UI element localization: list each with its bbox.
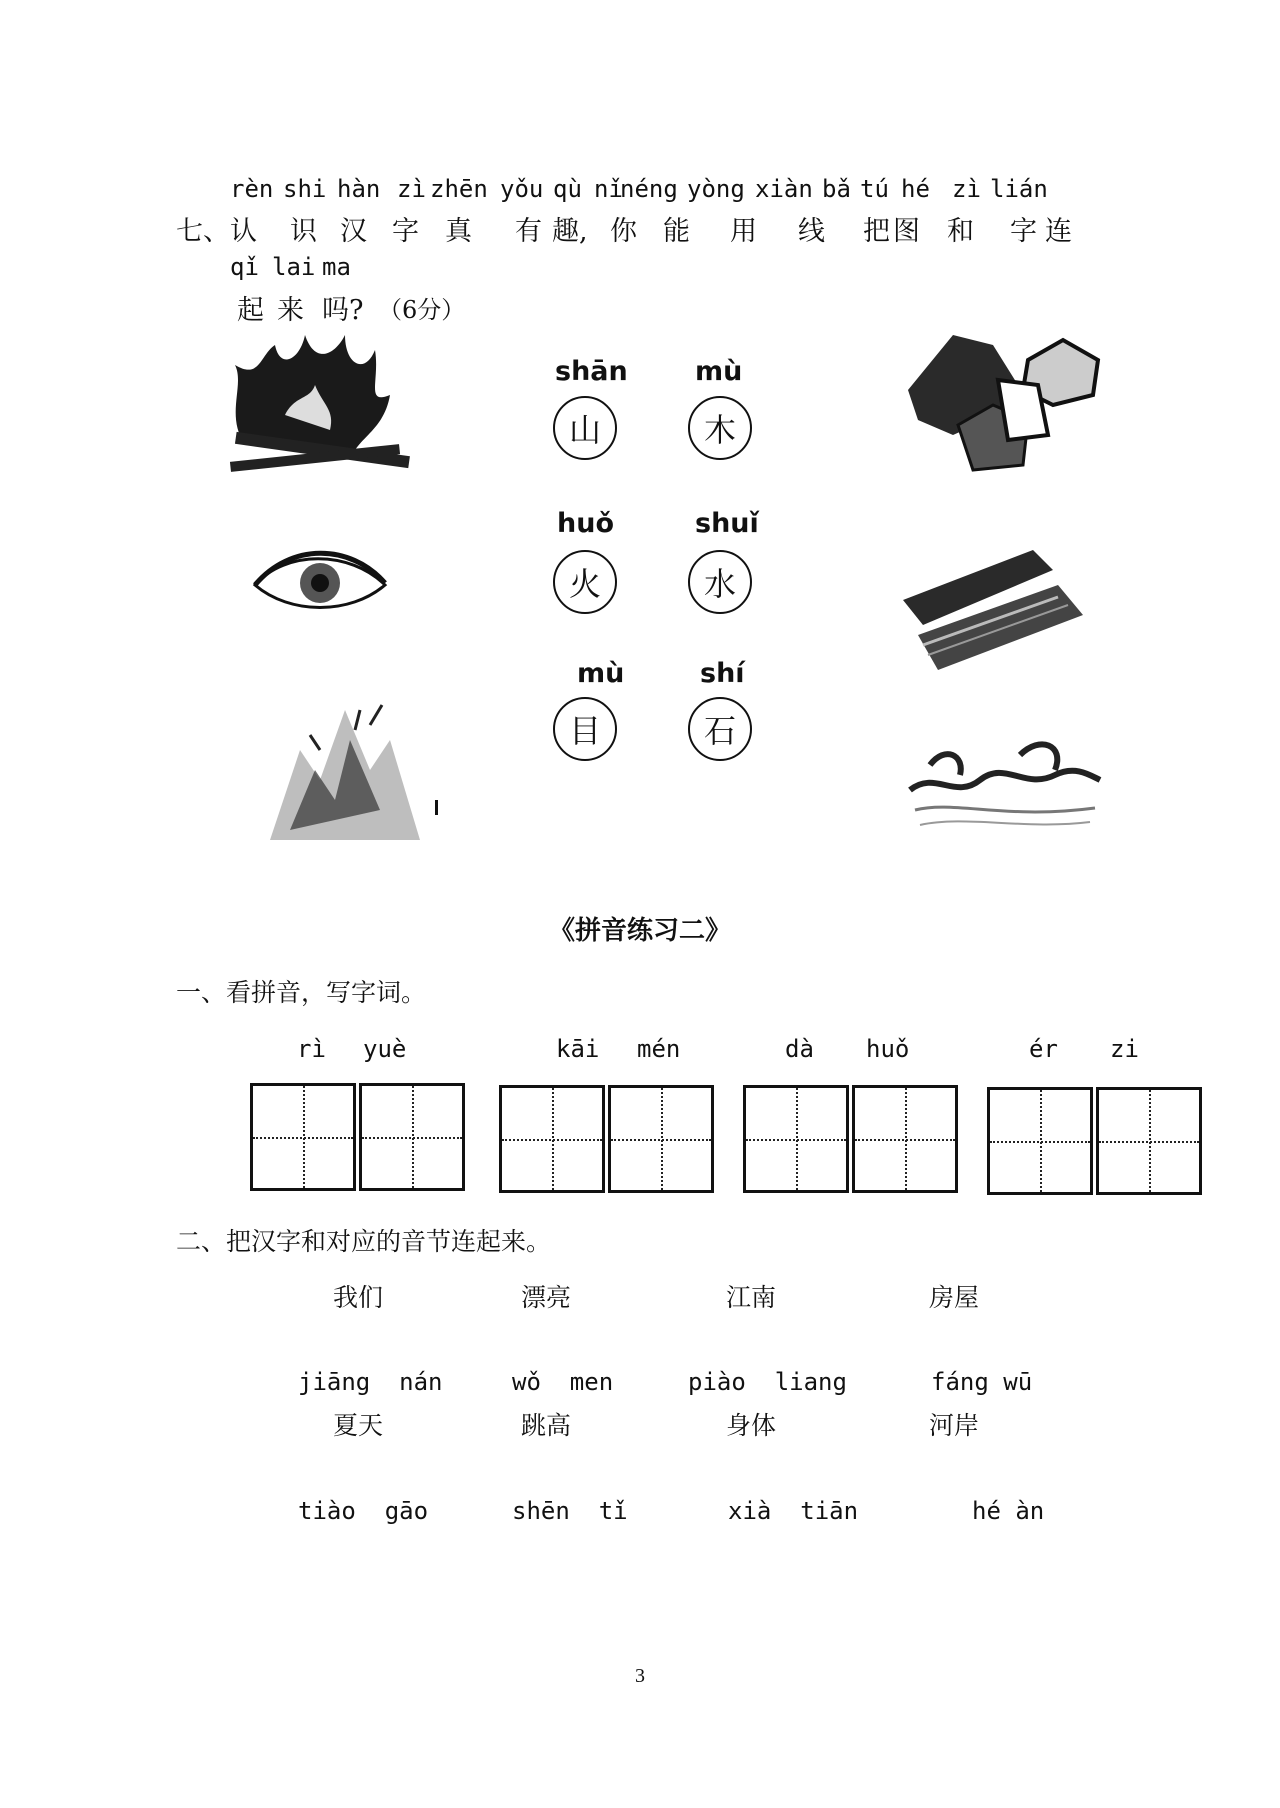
section-number: 七、 [176,216,230,247]
pinyin-label: mù [695,356,743,387]
hanzi: 汉 [340,216,367,247]
writing-box[interactable] [250,1083,356,1191]
word[interactable]: 河岸 [929,1411,980,1440]
pinyin: dà [785,1035,814,1063]
word[interactable]: 我们 [333,1283,384,1312]
writing-box[interactable] [359,1083,465,1191]
word[interactable]: 江南 [726,1283,777,1312]
character: 木 [703,411,736,449]
hanzi: 认 [230,216,257,247]
syllable[interactable]: xià tiān [728,1497,859,1525]
hanzi: 来 [277,295,304,326]
pinyin: yuè [363,1035,407,1063]
word[interactable]: 夏天 [333,1411,384,1440]
hanzi: 字 [1010,216,1037,247]
pinyin: néng [620,175,678,203]
word[interactable]: 漂亮 [521,1283,572,1312]
hanzi: 真 [445,216,472,247]
pinyin: lai [272,253,316,281]
pinyin: rì [297,1035,326,1063]
pinyin-label: shí [700,658,745,689]
syllable[interactable]: fáng wū [931,1368,1033,1396]
hanzi: 趣, [552,216,588,247]
pinyin: hé [901,175,930,203]
syllable[interactable]: hé àn [972,1497,1045,1525]
character: 火 [568,565,601,603]
writing-box[interactable] [743,1085,849,1193]
pinyin: yòng [687,175,745,203]
page-number: 3 [635,1665,645,1687]
hanzi: 把 [863,216,890,247]
hanzi: 有 [515,216,542,247]
pinyin: ma [322,253,351,281]
character-circle[interactable] [688,550,752,614]
hanzi: 线 [798,216,825,247]
pinyin: qǐ [230,253,259,281]
hanzi: 识 [290,216,317,247]
pinyin: huǒ [866,1035,910,1063]
hanzi: 起 [237,295,264,326]
pinyin: kāi [556,1035,600,1063]
pinyin: hàn [337,175,381,203]
pinyin: xiàn [755,175,813,203]
character-circle[interactable] [553,697,617,761]
syllable[interactable]: tiào gāo [298,1497,429,1525]
writing-box[interactable] [987,1087,1093,1195]
hanzi: 你 [610,216,637,247]
water-picture [905,730,1105,840]
character: 石 [703,712,736,750]
pinyin: shi [283,175,327,203]
pinyin-label: shān [555,356,628,387]
character: 目 [568,712,601,750]
pinyin: zhēn [430,175,488,203]
syllable[interactable]: wǒ men [512,1368,614,1396]
hanzi: 能 [663,216,690,247]
hanzi: 吗? [322,295,364,326]
pinyin: zì [397,175,426,203]
wood-picture [898,545,1088,675]
exercise-title: 《拼音练习二》 [548,916,731,946]
character-circle[interactable] [688,396,752,460]
hanzi: 连 [1045,216,1072,247]
writing-box[interactable] [1096,1087,1202,1195]
pinyin: zì [952,175,981,203]
pinyin: mén [637,1035,681,1063]
pinyin: bǎ [822,175,851,203]
pinyin: yǒu [500,175,544,203]
character-circle[interactable] [553,550,617,614]
pinyin: lián [990,175,1048,203]
syllable[interactable]: piào liang [688,1368,847,1396]
hanzi: 和 [947,216,974,247]
pinyin: rèn [230,175,274,203]
pinyin-label: mù [577,658,625,689]
pinyin: qù [553,175,582,203]
character-circle[interactable] [553,396,617,460]
pinyin-label: huǒ [557,508,614,539]
syllable[interactable]: shēn tǐ [512,1497,628,1525]
writing-box[interactable] [852,1085,958,1193]
hanzi: 用 [730,216,757,247]
hanzi: 图 [893,216,920,247]
writing-box[interactable] [499,1085,605,1193]
syllable[interactable]: jiāng nán [298,1368,443,1396]
pinyin: tú [860,175,889,203]
part2-heading: 二、把汉字和对应的音节连起来。 [176,1227,552,1256]
rocks-picture [898,325,1103,475]
mountain-picture [260,690,440,860]
pinyin: zi [1110,1035,1139,1063]
fire-picture [215,325,420,475]
writing-box[interactable] [608,1085,714,1193]
character: 水 [703,565,736,603]
part1-heading: 一、看拼音，写字词。 [176,978,427,1007]
score-label: （6分） [378,296,466,324]
pinyin: nǐ [594,175,623,203]
word[interactable]: 身体 [726,1411,777,1440]
character: 山 [568,411,601,449]
word[interactable]: 房屋 [929,1283,980,1312]
character-circle[interactable] [688,697,752,761]
pinyin: ér [1029,1035,1058,1063]
eye-picture [250,545,390,615]
hanzi: 字 [392,216,419,247]
pinyin-label: shuǐ [695,508,759,539]
word[interactable]: 跳高 [521,1411,572,1440]
